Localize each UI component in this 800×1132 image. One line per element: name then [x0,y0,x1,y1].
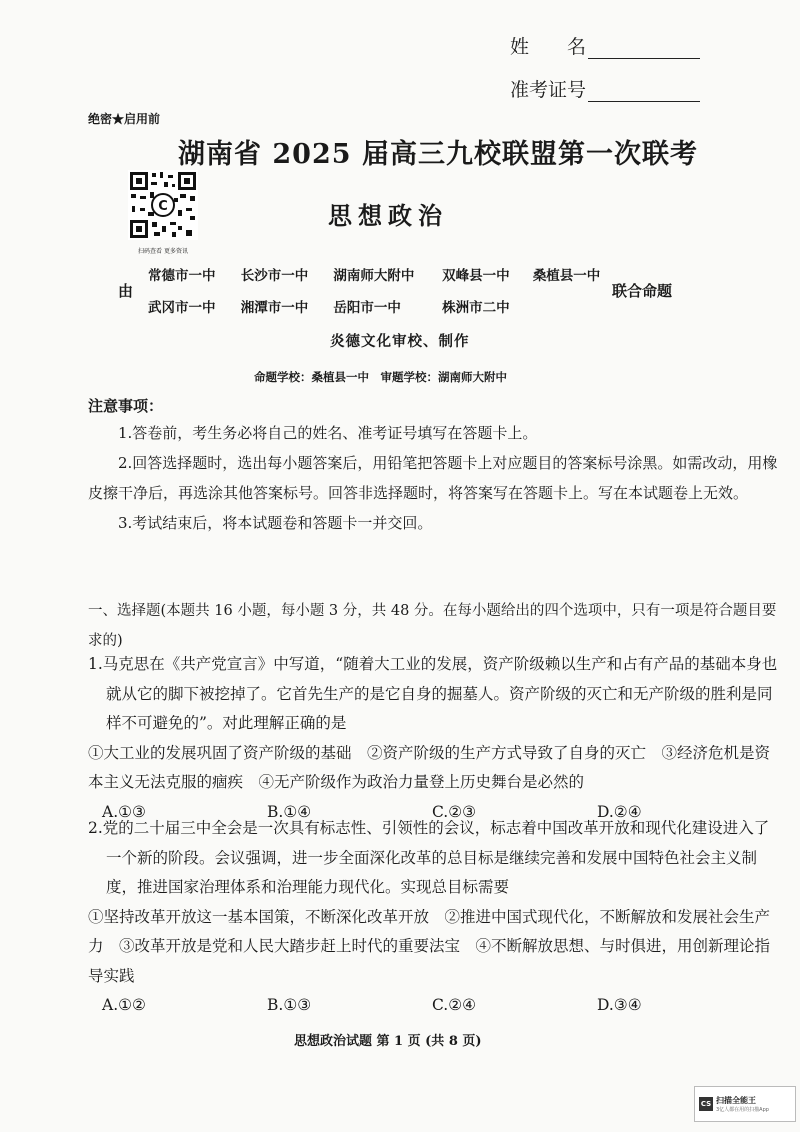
section-heading: 一、选择题(本题共 16 小题，每小题 3 分，共 48 分。在每小题给出的四个选项中，只有一项是符合题目要求的) [88,603,777,649]
question-stem: 2.党的二十届三中全会是一次具有标志性、引领性的会议，标志着中国改革开放和现代化建设进入了一个新的阶段。会议强调，进一步全面深化改革的总目标是继续完善和发展中国特色社会主义制度，推进国家治理体系和治理能力现代化。实现总目标需要 [88,819,770,896]
option-c: C.②④ [432,996,477,1014]
name-blank [588,38,700,59]
id-label: 准考证号 [510,79,587,101]
school: 株洲市二中 [442,300,510,316]
subject-title: 思想政治 [328,201,448,230]
school-row-1 [148,264,619,284]
school: 武冈市一中 [148,300,216,316]
school: 长沙市一中 [240,268,309,284]
secret-mark: 绝密★启用前 [88,112,161,126]
id-field [510,75,700,102]
option-d: D.③④ [597,996,642,1014]
page-footer: 思想政治试题 第 1 页 (共 8 页) [294,1034,482,1049]
school: 湖南师大附中 [333,268,415,284]
option-b: B.①④ [267,802,312,821]
schools-suffix: 联合命题 [612,282,673,300]
qr-code-icon [128,170,198,246]
notice-list [88,418,778,538]
school: 双峰县一中 [442,268,510,284]
notice-item: 1.答卷前，考生务必将自己的姓名、准考证号填写在答题卡上。 [118,424,538,442]
question-1 [88,650,778,826]
svg-text:C: C [158,199,168,214]
option-row [88,991,778,1019]
name-field [510,32,700,59]
scanner-watermark [694,1086,796,1122]
question-statements: ①大工业的发展巩固了资产阶级的基础 ②资产阶级的生产方式导致了自身的灭亡 ③经济危机是资本主义无法克服的痼疾 ④无产阶级作为政治力量登上历史舞台是必然的 [88,743,771,791]
option-c: C.②③ [432,802,477,821]
school: 常德市一中 [148,268,216,284]
scanner-name: 扫描全能王 [716,1096,756,1105]
option-b: B.①③ [267,996,312,1014]
question-2 [88,814,778,1019]
qr-caption: 扫码查看 更多资讯 [138,248,188,255]
notice-item: 2.回答选择题时，选出每小题答案后，用铅笔把答题卡上对应题目的答案标号涂黑。如需改动，用橡皮擦干净后，再选涂其他答案标号。回答非选择题时，将答案写在答题卡上。写在本试题卷上无效。 [88,454,778,502]
option-a: A.①③ [102,802,146,821]
question-stem: 1.马克思在《共产党宣言》中写道，“随着大工业的发展，资产阶级赖以生产和占有产品的基础本身也就从它的脚下被挖掉了。它首先生产的是它自身的掘墓人。资产阶级的灭亡和无产阶级的胜利是同样不可避免的”。对此理解正确的是 [88,655,778,732]
option-d: D.②④ [597,802,642,821]
notice-item: 3.考试结束后，将本试题卷和答题卡一并交回。 [118,514,433,532]
option-a: A.①② [102,996,146,1014]
schools-prefix: 由 [118,282,134,300]
name-label: 姓 名 [510,36,587,58]
school-row-2 [148,296,528,316]
notice-heading: 注意事项： [88,397,164,415]
exam-title: 湖南省 2025 届高三九校联盟第一次联考 [178,139,698,170]
scanner-logo-icon: CS [699,1097,713,1111]
school: 湘潭市一中 [240,300,309,316]
production-note: 炎德文化审校、制作 [330,333,470,350]
qr-code [128,170,198,255]
question-statements: ①坚持改革开放这一基本国策，不断深化改革开放 ②推进中国式现代化，不断解放和发展社会生产力 ③改革开放是党和人民大踏步赶上时代的重要法宝 ④不断解放思想、与时俱进，用创新理论指导实践 [88,907,771,985]
maker-schools: 命题学校：桑植县一中 审题学校：湖南师大附中 [254,370,507,384]
scanner-subtitle: 3亿人都在用的扫描App [716,1107,769,1113]
id-blank [588,81,700,102]
school: 岳阳市一中 [333,300,401,316]
school: 桑植县一中 [532,268,601,284]
